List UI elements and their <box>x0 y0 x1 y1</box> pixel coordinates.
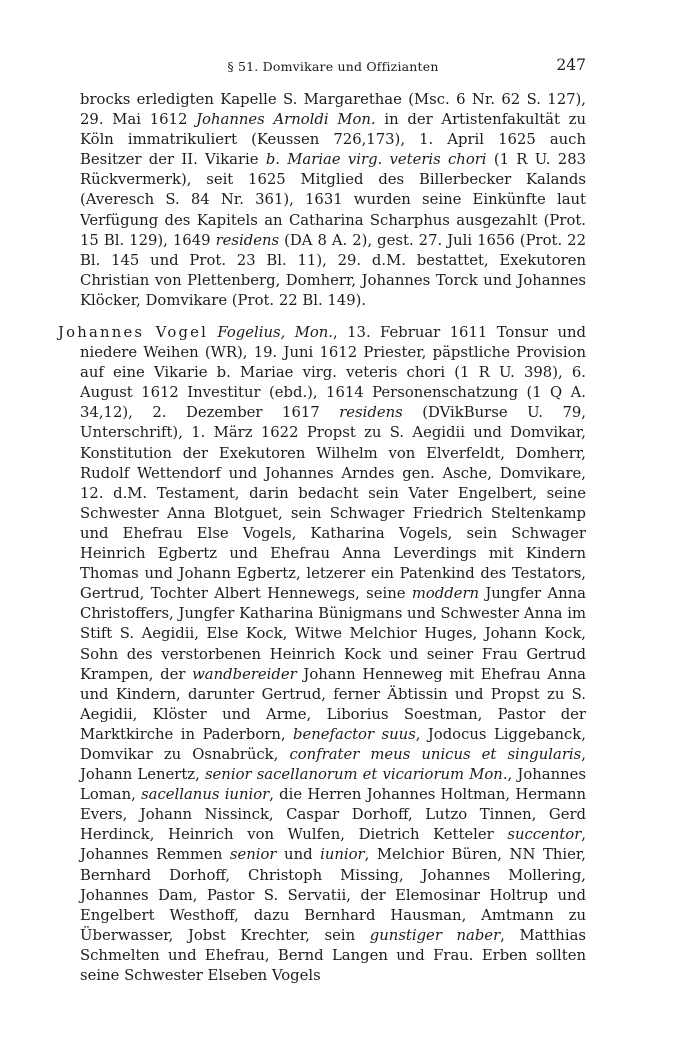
page-number: 247 <box>556 56 586 74</box>
italic-segment: wandbereider <box>192 665 297 683</box>
italic-segment: Fogelius, Mon. <box>217 324 334 341</box>
text-segment <box>208 324 217 341</box>
italic-segment: Johannes Arnoldi Mon. <box>196 111 376 129</box>
italic-segment: confrater meus unicus et singularis <box>289 745 582 763</box>
section-heading: § 51. Domvikare und Offizianten <box>227 59 439 74</box>
paragraph-entry-johannes-vogel <box>58 323 586 986</box>
italic-segment: senior sacellanorum et vicariorum Mon. <box>204 766 508 784</box>
italic-segment: iunior <box>320 846 365 864</box>
text-segment: Jungfer Anna Christoffers, Jungfer Katharina Bünigmans und Schwester Anna im Stift S. Aegidii, Else Kock, Witwe Melchior Huges, Johann Kock, Sohn des verstorbenen Heinrich Kock und seiner Frau Gertrud Krampen, der <box>80 585 586 683</box>
text-segment: , Johannes Loman, <box>80 766 586 804</box>
italic-segment: senior <box>229 846 277 864</box>
text-segment: brocks erledigten Kapelle S. Margarethae (Msc. 6 Nr. 62 S. 127), 29. Mai 1612 <box>80 91 586 129</box>
text-segment: , Melchior Büren, NN Thier, Bernhard Dorhoff, Christoph Missing, Johannes Mollering, Johannes Dam, Pastor S. Servatii, der Elemosinar Holtrup und Engelbert Westhoff, dazu Bernhard Hausman, Amtmann zu Überwasser, Jobst Krechter, sein <box>80 846 586 944</box>
paragraph-continuation <box>80 90 586 311</box>
italic-segment: moddern <box>411 585 480 603</box>
text-segment: , Matthias Schmelten und Ehefrau, Bernd Langen und Frau. Erben sollten seine Schwester Elseben Vogels <box>80 926 586 984</box>
text-segment: , Johannes Remmen <box>80 826 586 864</box>
italic-segment: residens <box>215 231 280 249</box>
text-segment: , Jodocus Liggebanck, Domvikar zu Osnabrück, <box>80 725 586 763</box>
text-segment: in der Artistenfakultät zu Köln immatrikuliert (Keussen 726,173), 1. April 1625 auch Besitzer der II. Vikarie <box>80 111 586 169</box>
text-segment: , die Herren Johannes Holtman, Hermann Evers, Johann Nissinck, Caspar Dorhoff, Lutzo Tinnen, Gerd Herdinck, Heinrich von Wulfen, Dietrich Ketteler <box>80 786 586 844</box>
text-segment: , Johann Lenertz, <box>80 745 586 784</box>
italic-segment: sacellanus iunior <box>141 786 270 804</box>
text-segment: Johann Henneweg mit Ehefrau Anna und Kindern, darunter Gertrud, ferner Äbtissin und Propst zu S. Aegidii, Klöster und Arme, Liborius Soestman, Pastor der Marktkirche in Paderborn, <box>80 665 586 743</box>
entry-name: Johannes Vogel <box>58 324 209 341</box>
italic-segment: benefactor suus <box>293 725 416 743</box>
text-segment: und <box>276 846 321 864</box>
text-segment: (1 R U. 283 Rückvermerk), seit 1625 Mitglied des Billerbecker Kalands (Averesch S. 84 Nr. 361), 1631 wurden seine Einkünfte laut Verfügung des Kapitels an Catharina Scharphus ausgezahlt (Prot. 15 Bl. 129), 1649 <box>80 151 587 249</box>
italic-segment: succentor <box>507 826 582 844</box>
italic-segment: b. Mariae virg. veteris chori <box>265 151 487 169</box>
italic-segment: residens <box>339 404 403 422</box>
running-header <box>80 56 586 78</box>
italic-segment: gunstiger naber <box>369 926 501 944</box>
text-segment: , 13. Februar 1611 Tonsur und niedere Weihen (WR), 19. Juni 1612 Priester, päpstliche Provision auf eine Vikarie b. Mariae virg. veteris chori (1 R U. 398), 6. August 1612 Investitur (ebd.), 1614 Personenschatzung (1 Q A. 34,12), 2. Dezember 1617 <box>80 324 586 422</box>
text-segment: (DVikBurse U. 79, Unterschrift), 1. März 1622 Propst zu S. Aegidii und Domvikar, Konstitution der Exekutoren Wilhelm von Elverfeldt, Domherr, Rudolf Wettendorf und Johannes Arndes gen. Asche, Domvikare, 12. d.M. Testament, darin bedacht sein Vater Engelbert, seine Schwester Anna Blotguet, sein Schwager Friedrich Steltenkamp und Ehefrau Else Vogels, Katharina Vogels, sein Schwager Heinrich Egbertz und Ehefrau Anna Leverdings mit Kindern Thomas und Johann Egbertz, letzerer ein Patenkind des Testators, Gertrud, Tochter Albert Hennewegs, seine <box>80 404 586 603</box>
text-segment: (DA 8 A. 2), gest. 27. Juli 1656 (Prot. 22 Bl. 145 und Prot. 23 Bl. 11), 29. d.M. bestattet, Exekutoren Christian von Plettenberg, Domherr, Johannes Torck und Johannes Klöcker, Domvikare (Prot. 22 Bl. 149). <box>80 231 587 309</box>
